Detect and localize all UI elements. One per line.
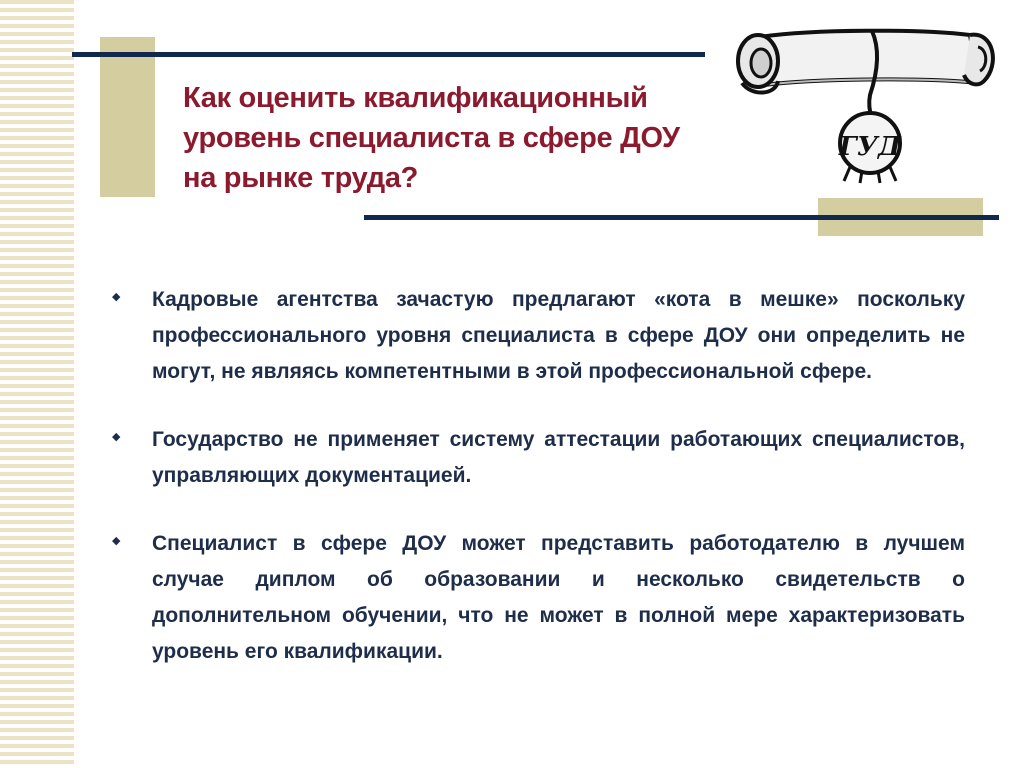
bullet-text: Государство не применяет систему аттестации работающих специалистов, управляющих документацией. [152,428,965,487]
bullet-item [112,526,965,670]
diamond-icon: ◆ [112,535,121,547]
decorative-bottom-bar [364,215,999,220]
bullet-list [112,282,965,702]
decorative-side-stripes [0,0,74,768]
scroll-seal-icon [732,25,1002,185]
bullet-text: Кадровые агентства зачастую предлагают «кота в мешке» поскольку профессионального уровня специалиста в сфере ДОУ они определить не могут, не являясь компетентными в этой профессиональной сфере. [152,288,965,383]
bullet-item [112,282,965,390]
diamond-icon: ◆ [112,291,121,303]
decorative-tan-block-left [100,37,155,197]
diamond-icon: ◆ [112,431,121,443]
slide-title: Как оценить квалификационный уровень специалиста в сфере ДОУ на рынке труда? [183,82,680,194]
bullet-item [112,422,965,494]
bullet-text: Специалист в сфере ДОУ может представить работодателю в лучшем случае диплом об образовании и несколько свидетельств о дополнительном обучении, что не может в полной мере характеризовать уровень его квалификации. [152,532,965,663]
logo-text: ГУД [838,132,902,162]
decorative-top-bar [72,52,705,57]
